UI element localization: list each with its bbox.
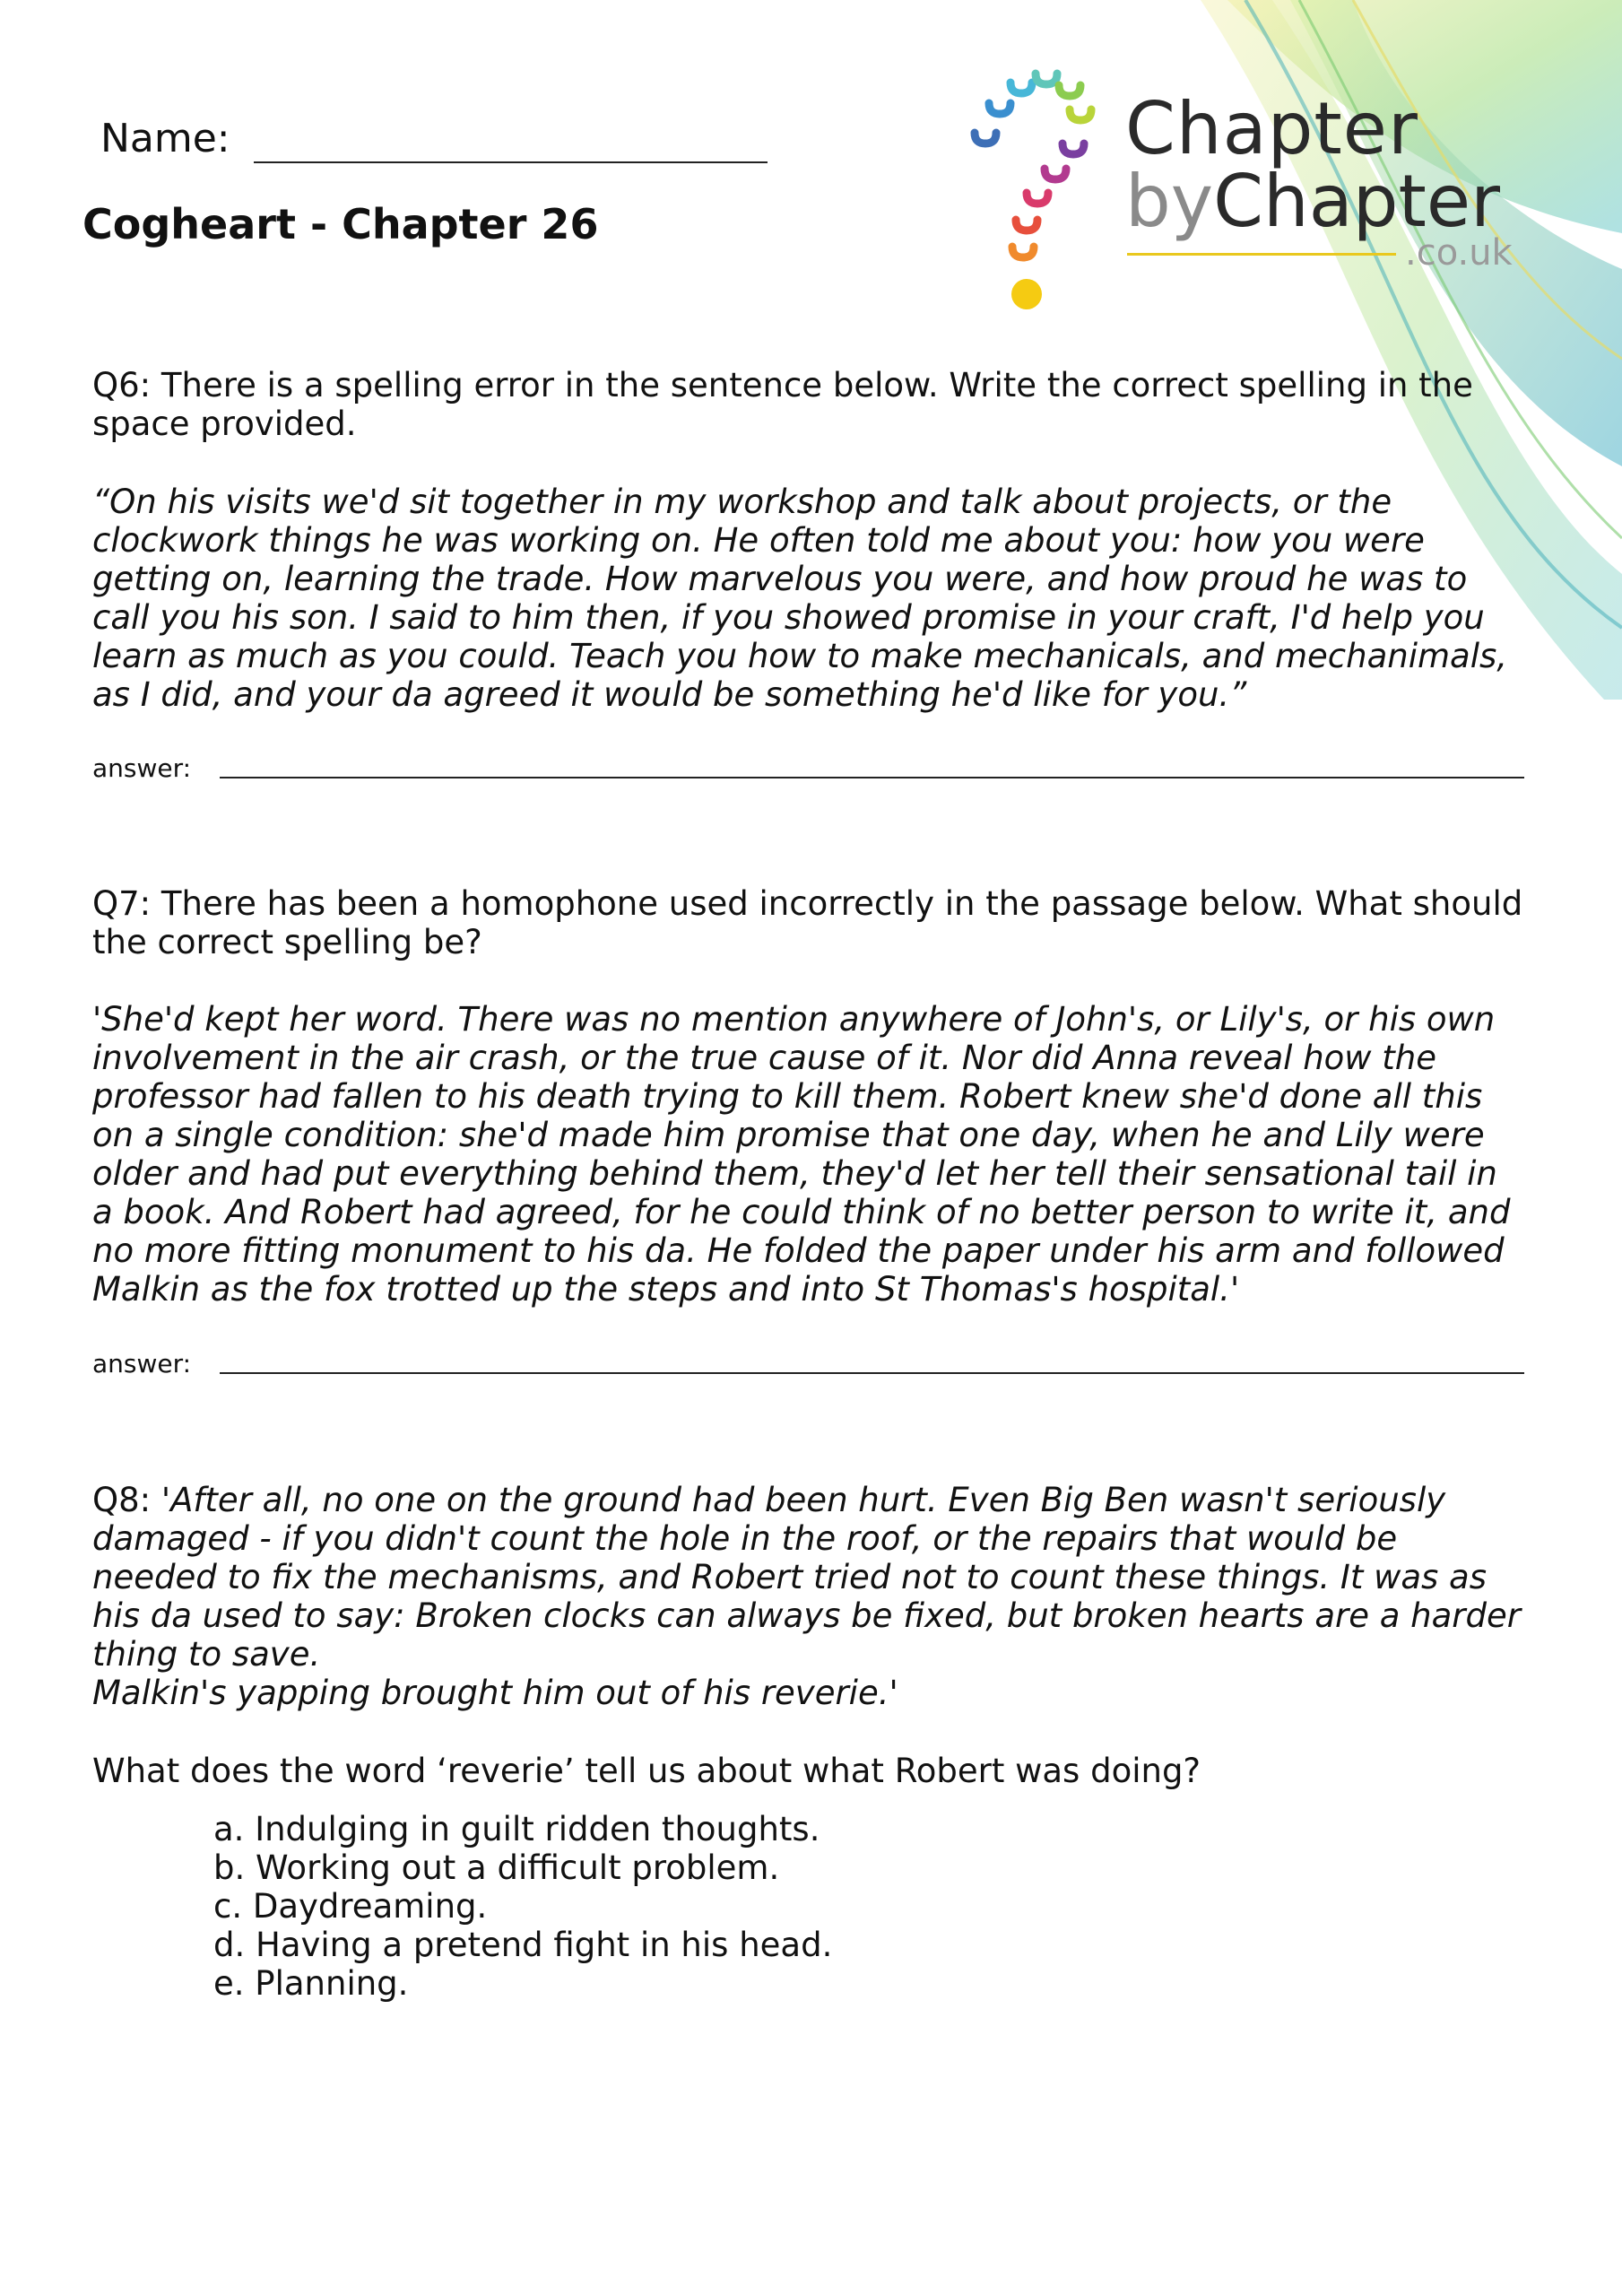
name-write-line[interactable] — [254, 161, 768, 163]
page-title: Cogheart - Chapter 26 — [82, 200, 599, 248]
q6-prompt: Q6: There is a spelling error in the sentence below. Write the correct spelling in the space provided. — [92, 366, 1473, 443]
logo-domain: .co.uk — [1405, 232, 1513, 274]
q7-answer-line[interactable] — [220, 1372, 1524, 1374]
q6-answer-line[interactable] — [220, 777, 1524, 778]
logo-word-bychapter — [1125, 161, 1500, 242]
name-label: Name: — [100, 116, 230, 161]
q7-passage: 'She'd kept her word. There was no mention anywhere of John's, or Lily's, or his own involvement in the air crash, or the true cause of it. Nor did Anna reveal how the professor had fallen to his death trying to kill them. Robert knew she'd done all this on a single condition: she'd made him promise that one day, when he and Lily were older and had put everything behind them, they'd let her tell their sensational tail in a book. And Robert had agreed, for he could think of no better person to write it, and no more fitting monument to his da. He folded the paper under his arm and followed Malkin as the fox trotted up the steps and into St Thomas's hospital.' — [92, 1000, 1511, 1309]
q6-answer-label: answer: — [92, 753, 192, 783]
q8-label: Q8: — [92, 1481, 152, 1519]
logo-word-chapter: Chapter — [1125, 87, 1418, 170]
question-mark-books-icon — [964, 54, 1098, 314]
q8-passage-line2: Malkin's yapping brought him out of his reverie.' — [92, 1674, 898, 1712]
logo-chapter: Chapter — [1213, 160, 1500, 243]
q8-passage: 'After all, no one on the ground had been hurt. Even Big Ben wasn't seriously damaged - if you didn't count the hole in the roof, or the repairs that would be needed to fix the mechanisms, and Robert tried not to count these things. It was as his da used to say: Broken clocks can always be fixed, but broken hearts are a harder thing to save. — [92, 1481, 1521, 1674]
logo-underline — [1127, 253, 1396, 256]
q8-block — [92, 1481, 1527, 1712]
q7-answer-label: answer: — [92, 1349, 192, 1378]
q8-options — [213, 1810, 832, 2003]
option-a[interactable]: a. Indulging in guilt ridden thoughts. — [213, 1810, 820, 1848]
option-e[interactable]: e. Planning. — [213, 1964, 409, 2003]
logo-by: by — [1125, 160, 1214, 243]
option-d[interactable]: d. Having a pretend fight in his head. — [213, 1926, 833, 1964]
q8-question: What does the word ‘reverie’ tell us about what Robert was doing? — [92, 1752, 1201, 1790]
option-c[interactable]: c. Daydreaming. — [213, 1887, 488, 1926]
q7-prompt: Q7: There has been a homophone used incorrectly in the passage below. What should the correct spelling be? — [92, 884, 1523, 961]
q6-passage: “On his visits we'd sit together in my workshop and talk about projects, or the clockwork things he was working on. He often told me about you: how you were getting on, learning the trade. How marvelous you were, and how proud he was to call you his son. I said to him then, if you showed promise in your craft, I'd help you learn as much as you could. Teach you how to make mechanicals, and mechanimals, as I did, and your da agreed it would be something he'd like for you.” — [92, 483, 1508, 714]
option-b[interactable]: b. Working out a difficult problem. — [213, 1848, 780, 1887]
chapter-by-chapter-logo — [964, 54, 1538, 314]
